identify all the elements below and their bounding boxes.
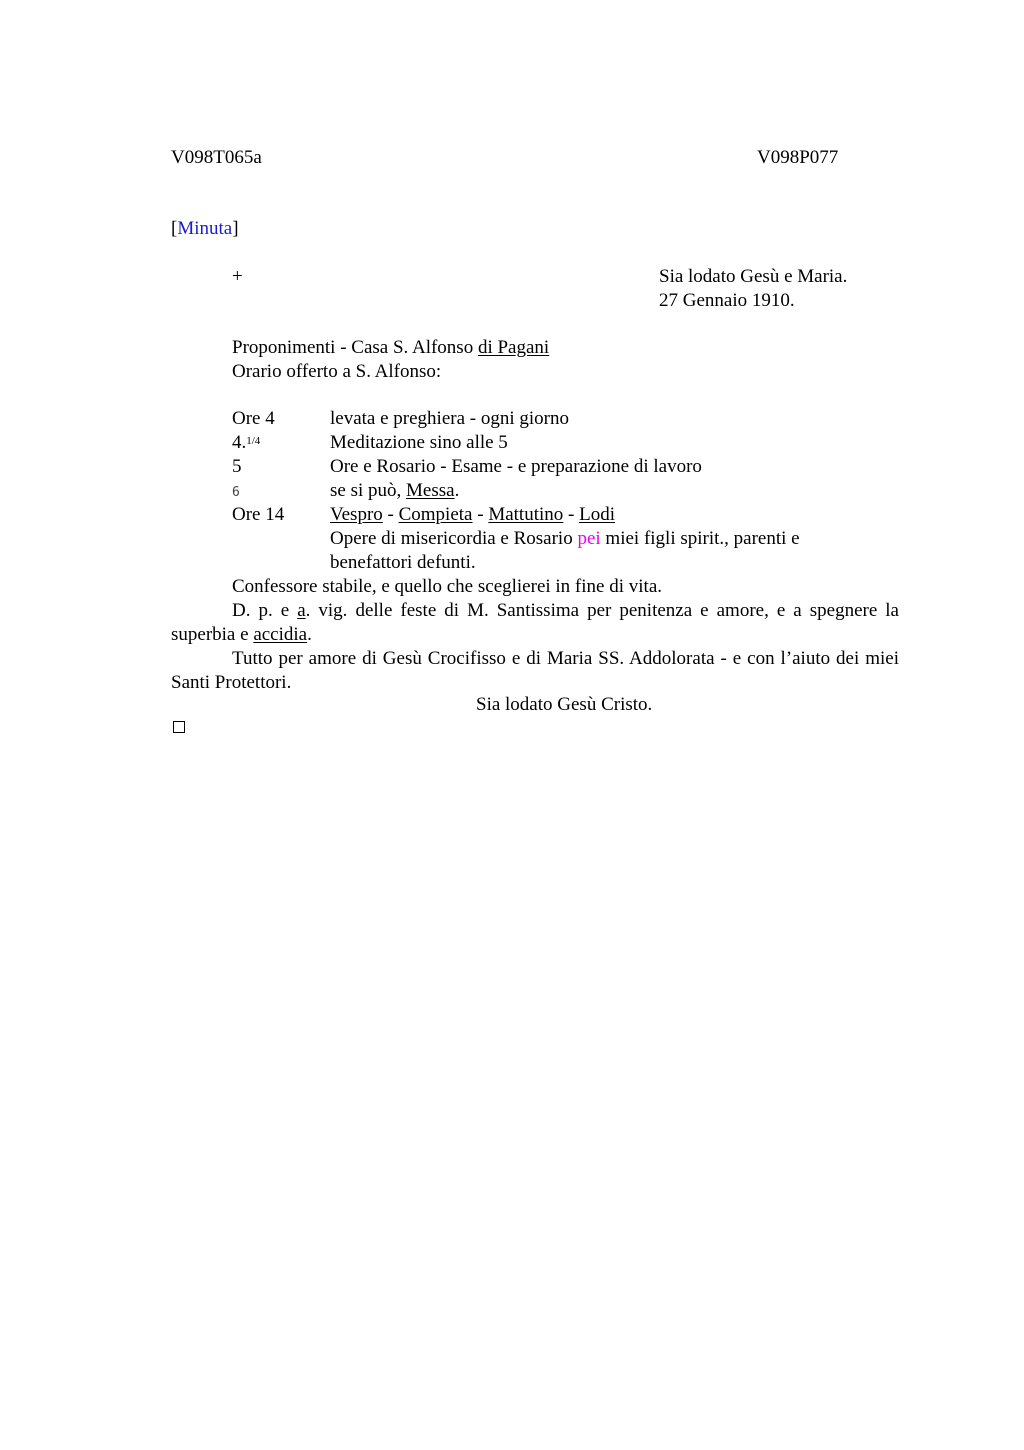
office-lodi: Lodi xyxy=(579,504,615,525)
label-close-bracket: ] xyxy=(232,218,239,239)
office-separator: - xyxy=(563,504,580,525)
document-code-left: V098T065a xyxy=(171,147,262,168)
minuta-label: Minuta xyxy=(177,218,233,239)
schedule-time: Ore 4 xyxy=(232,408,275,429)
schedule-activity: levata e preghiera - ogni giorno xyxy=(330,408,569,429)
time-value: 4. xyxy=(232,432,247,453)
checkbox-square xyxy=(173,721,185,733)
para-text: D. p. e xyxy=(232,600,298,621)
confessor-line: Confessore stabile, e quello che sceglierei in fine di vita. xyxy=(232,576,662,597)
schedule-time: 6 xyxy=(232,485,240,500)
office-vespro: Vespro xyxy=(330,504,383,525)
time-fraction: 1/4 xyxy=(246,435,261,447)
highlighted-word: pei xyxy=(577,528,601,549)
document-title xyxy=(232,336,549,360)
office-compieta: Compieta xyxy=(398,504,473,525)
activity-prefix: Opere di misericordia e Rosario xyxy=(330,528,578,549)
office-separator: - xyxy=(472,504,489,525)
activity-prefix: se si può, xyxy=(330,480,406,501)
schedule-activity: Meditazione sino alle 5 xyxy=(330,432,508,453)
activity-suffix: . xyxy=(454,480,460,501)
schedule-time xyxy=(232,431,260,455)
schedule-activity xyxy=(330,479,459,503)
document-subtitle: Orario offerto a S. Alfonso: xyxy=(232,361,442,382)
title-place: di Pagani xyxy=(477,337,550,358)
document-type-label xyxy=(171,217,239,241)
document-code-right: V098P077 xyxy=(757,147,839,168)
para-text: . xyxy=(307,624,312,645)
para-underlined: a xyxy=(297,600,306,621)
activity-mass: Messa xyxy=(406,480,455,501)
salutation: Sia lodato Gesù e Maria. xyxy=(659,266,848,287)
cross-mark: + xyxy=(232,266,243,287)
schedule-time: 5 xyxy=(232,456,242,477)
paragraph-penance xyxy=(171,599,899,647)
para-text: . vig. delle feste di M. Santissima per penitenza e amore, e a spegnere la superbia e xyxy=(171,600,899,645)
closing-salutation: Sia lodato Gesù Cristo. xyxy=(476,694,653,715)
schedule-activity-line: benefattori defunti. xyxy=(330,552,476,573)
office-separator: - xyxy=(382,504,399,525)
schedule-activity-line xyxy=(330,527,800,551)
label-open-bracket: [ xyxy=(171,218,178,239)
schedule-activity: Ore e Rosario - Esame - e preparazione di lavoro xyxy=(330,456,702,477)
activity-suffix: miei figli spirit., parenti e xyxy=(600,528,800,549)
schedule-time: Ore 14 xyxy=(232,504,285,525)
para-underlined: accidia xyxy=(253,624,308,645)
letter-date: 27 Gennaio 1910. xyxy=(659,290,795,311)
office-mattutino: Mattutino xyxy=(488,504,564,525)
paragraph-dedication: Tutto per amore di Gesù Crocifisso e di Maria SS. Addolorata - e con l’aiuto dei miei Santi Protettori. xyxy=(171,648,899,693)
title-prefix: Proponimenti - Casa S. Alfonso xyxy=(232,337,478,358)
schedule-activity-offices xyxy=(330,503,615,527)
